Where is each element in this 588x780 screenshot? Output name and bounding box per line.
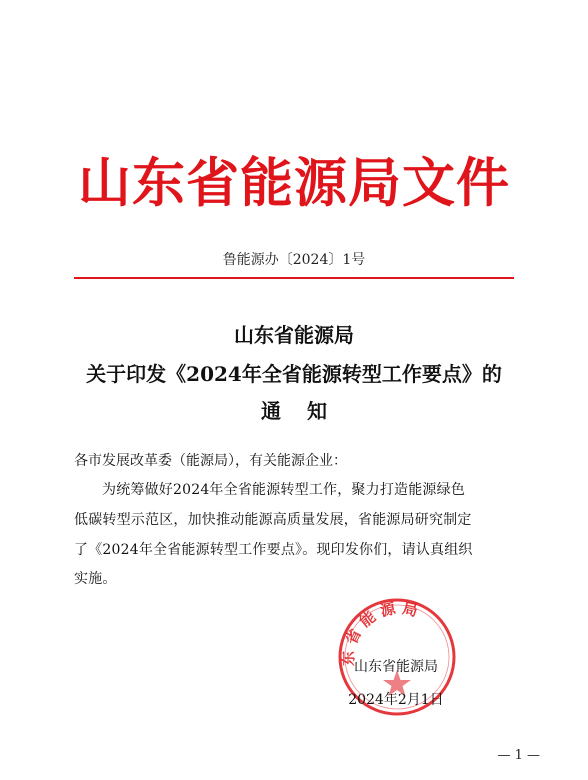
- body-line-4: 实施。: [74, 571, 117, 587]
- signing-date: 2024年2月1日: [348, 692, 444, 708]
- body-line-2: 低碳转型示范区，加快推动能源高质量发展，省能源局研究制定: [74, 512, 472, 528]
- notice-title-subject: 关于印发《2024年全省能源转型工作要点》的: [86, 362, 502, 386]
- page-number: — 1 —: [497, 748, 540, 763]
- body-line-3: 了《2024年全省能源转型工作要点》。现印发你们，请认真组织: [74, 542, 473, 558]
- red-divider-line: [74, 277, 514, 279]
- body-line-1: 为统筹做好2024年全省能源转型工作，聚力打造能源绿色: [102, 482, 466, 498]
- notice-title-issuer: 山东省能源局: [234, 323, 354, 347]
- document-number: 鲁能源办〔2024〕1号: [222, 252, 366, 268]
- seal-arc-text: 东 省 能 源 局: [339, 599, 420, 667]
- document-masthead: 山东省能源局文件: [78, 152, 510, 214]
- notice-title-type: 通知: [261, 399, 353, 423]
- salutation: 各市发展改革委（能源局），有关能源企业：: [74, 453, 347, 469]
- signing-organization: 山东省能源局: [354, 659, 438, 675]
